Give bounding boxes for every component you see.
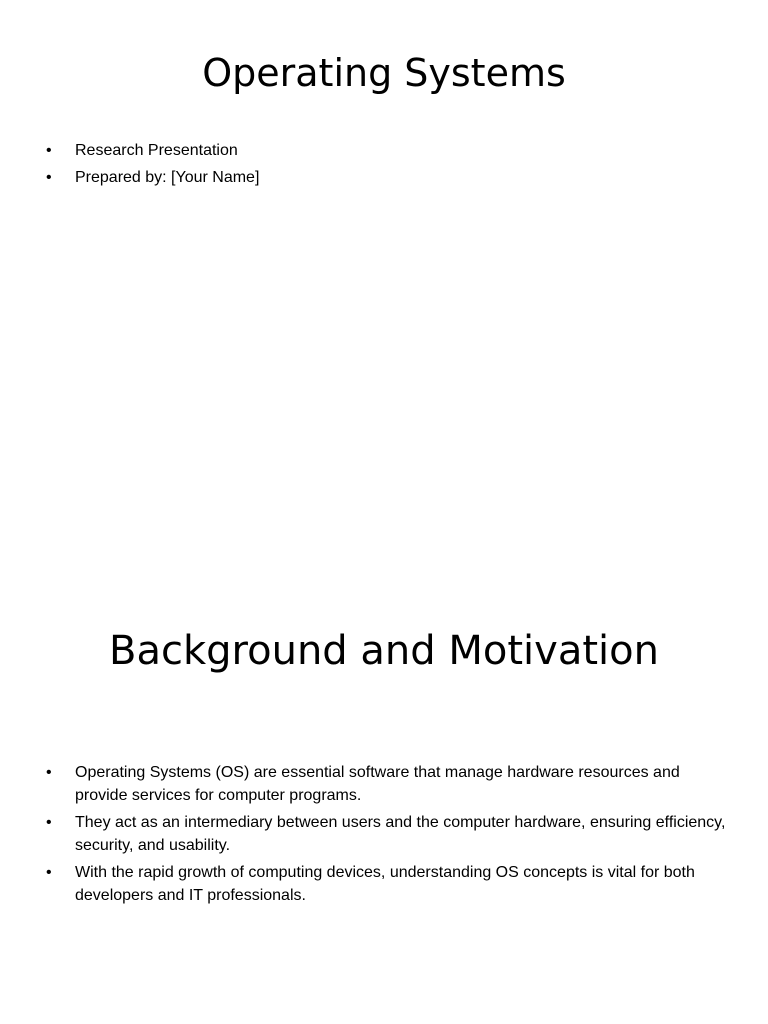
bullet-list: [46, 139, 728, 193]
bullet-text: Operating Systems (OS) are essential software that manage hardware resources and provide services for computer programs.: [75, 764, 680, 804]
slide-title: Operating Systems: [202, 51, 566, 95]
bullet-icon: •: [46, 864, 52, 881]
bullet-text: Research Presentation: [75, 142, 238, 159]
slide-title: Background and Motivation: [109, 628, 659, 674]
slide-2: [0, 576, 768, 1024]
bullet-item: [46, 139, 728, 162]
bullet-item: [46, 761, 728, 807]
bullet-text: With the rapid growth of computing devices, understanding OS concepts is vital for both developers and IT professionals.: [75, 864, 695, 904]
bullet-icon: •: [46, 169, 52, 186]
bullet-item: [46, 166, 728, 189]
bullet-icon: •: [46, 142, 52, 159]
bullet-icon: •: [46, 764, 52, 781]
bullet-icon: •: [46, 814, 52, 831]
bullet-list: [46, 761, 728, 911]
bullet-item: [46, 861, 728, 907]
bullet-text: They act as an intermediary between users and the computer hardware, ensuring efficiency, security, and usability.: [75, 814, 726, 854]
bullet-item: [46, 811, 728, 857]
bullet-text: Prepared by: [Your Name]: [75, 169, 260, 186]
